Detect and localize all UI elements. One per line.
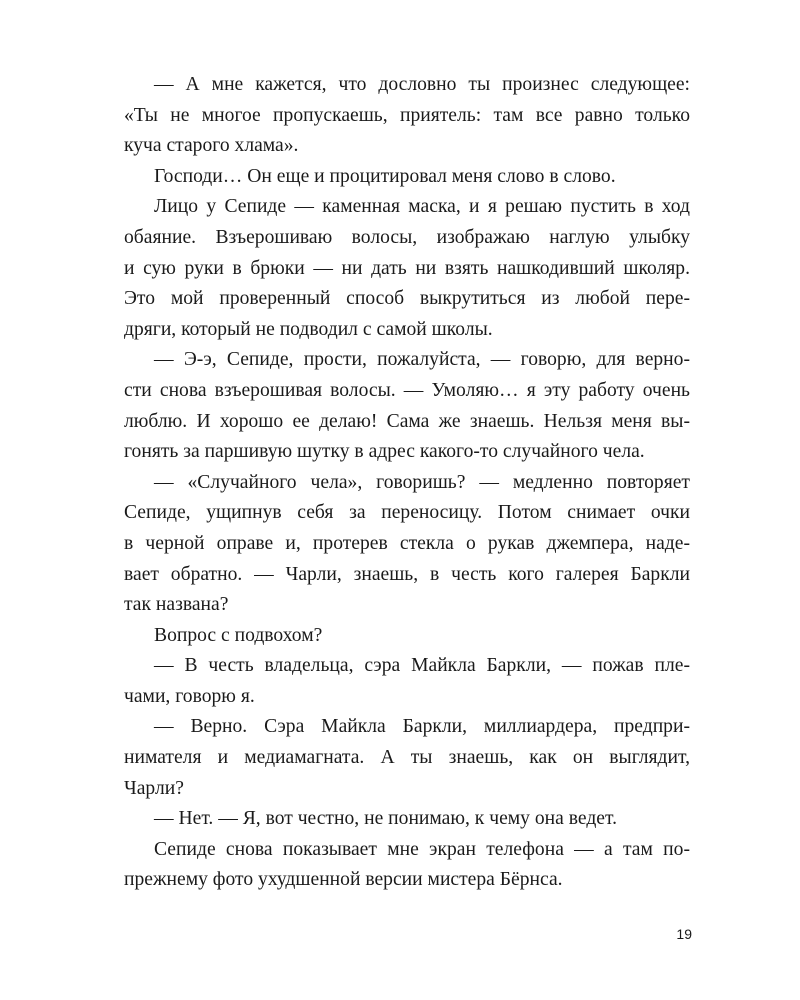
text-line: чами, говорю я. xyxy=(124,685,255,707)
paragraph xyxy=(124,468,690,621)
text-line: Чарли? xyxy=(124,777,184,799)
text-line: Вопрос с подвохом? xyxy=(154,624,323,646)
text-line: — «Случайного чела», говоришь? — медленно повторяет xyxy=(154,471,690,493)
text-line: куча старого хлама». xyxy=(124,135,299,157)
text-line: Лицо у Сепиде — каменная маска, и я решаю пустить в ход xyxy=(154,196,690,218)
page-number: 19 xyxy=(676,926,692,942)
text-line: обаяние. Взъерошиваю волосы, изображаю наглую улыбку xyxy=(124,226,690,248)
text-line: Это мой проверенный способ выкрутиться из любой пере- xyxy=(124,288,690,310)
paragraph xyxy=(124,192,690,345)
text-line: гонять за паршивую шутку в адрес какого-то случайного чела. xyxy=(124,441,645,463)
text-line: — Э-э, Сепиде, прости, пожалуйста, — говорю, для верно- xyxy=(154,349,690,371)
text-line: — В честь владельца, сэра Майкла Баркли, — пожав пле- xyxy=(154,655,690,677)
body-text xyxy=(124,70,690,896)
text-line: «Ты не многое пропускаешь, приятель: там все равно только xyxy=(124,104,690,126)
text-line: — А мне кажется, что дословно ты произнес следующее: xyxy=(154,74,690,95)
paragraph xyxy=(124,804,690,835)
paragraph xyxy=(124,162,690,193)
text-line: Господи… Он еще и процитировал меня слово в слово. xyxy=(154,165,616,187)
text-line: так названа? xyxy=(124,594,229,616)
paragraph xyxy=(124,712,690,804)
paragraph xyxy=(124,345,690,467)
paragraph xyxy=(124,621,690,652)
text-line: сти снова взъерошивая волосы. — Умоляю… я эту работу очень xyxy=(124,379,690,401)
text-line: — Верно. Сэра Майкла Баркли, миллиардера, предпри- xyxy=(154,716,690,738)
paragraph xyxy=(124,651,690,712)
text-line: в черной оправе и, протерев стекла о рукав джемпера, наде- xyxy=(124,532,690,554)
text-line: и сую руки в брюки — ни дать ни взять нашкодивший школяр. xyxy=(124,257,690,279)
text-line: Сепиде, ущипнув себя за переносицу. Потом снимает очки xyxy=(124,502,690,524)
text-line: прежнему фото ухудшенной версии мистера Бёрнса. xyxy=(124,869,563,891)
text-line: вает обратно. — Чарли, знаешь, в честь кого галерея Баркли xyxy=(124,563,690,585)
text-line: люблю. И хорошо ее делаю! Сама же знаешь. Нельзя меня вы- xyxy=(124,410,690,432)
text-line: дряги, который не подводил с самой школы. xyxy=(124,318,493,340)
paragraph xyxy=(124,835,690,896)
paragraph xyxy=(124,70,690,162)
text-line: нимателя и медиамагната. А ты знаешь, как он выглядит, xyxy=(124,747,690,769)
text-line: — Нет. — Я, вот честно, не понимаю, к чему она ведет. xyxy=(154,808,617,830)
text-line: Сепиде снова показывает мне экран телефона — а там по- xyxy=(154,838,690,860)
